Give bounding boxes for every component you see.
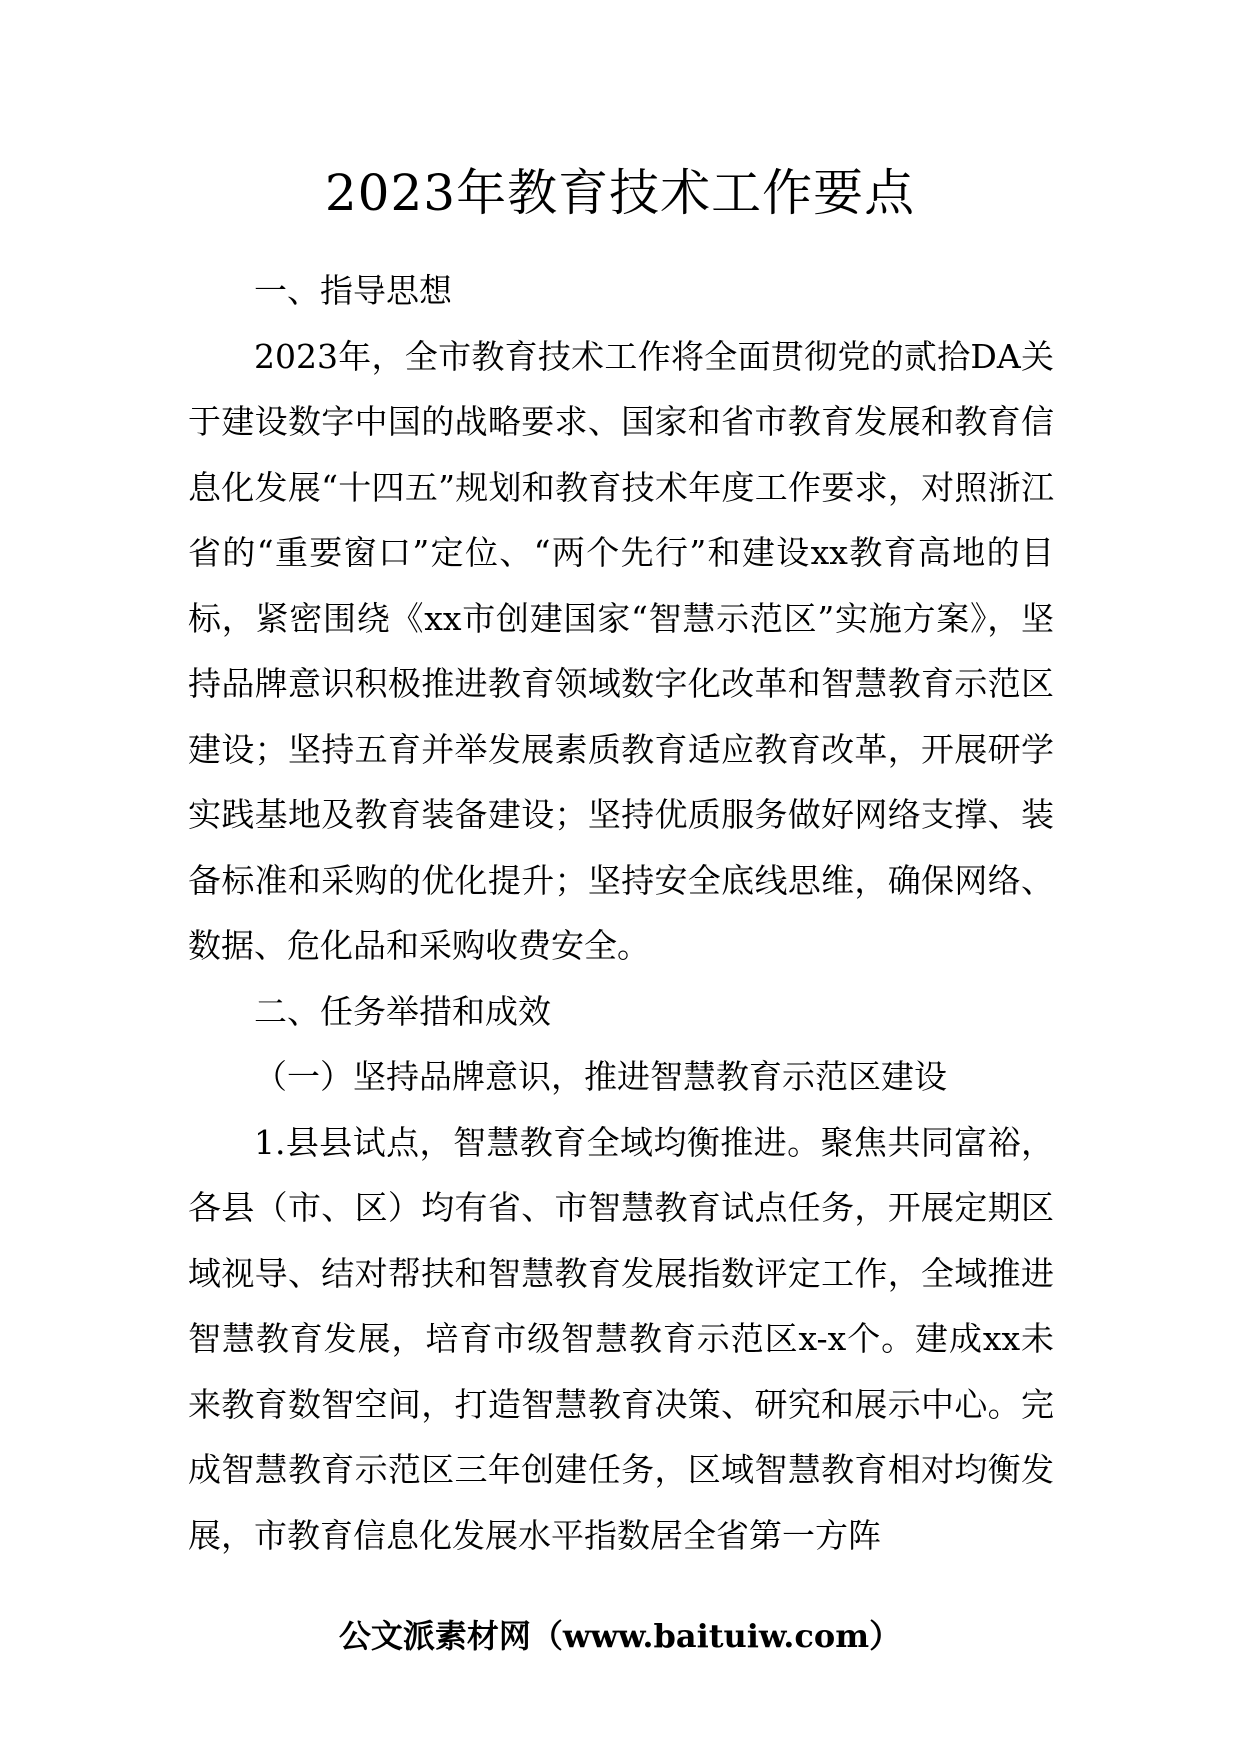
document-body (188, 258, 1054, 1568)
section-heading-guiding-ideology: 一、指导思想 (254, 271, 452, 310)
section-heading-tasks: 二、任务举措和成效 (254, 991, 551, 1031)
document-title: 2023年教育技术工作要点 (324, 164, 916, 222)
paragraph-county-pilot: 1.县县试点，智慧教育全域均衡推进。聚焦共同富裕，各县（市、区）均有省、市智慧教育试点任务，开展定期区域视导、结对帮扶和智慧教育发展指数评定工作，全域推进智慧教育发展，培育市级智慧教育示范区x-x个。建成xx未来教育数智空间，打造智慧教育决策、研究和展示中心。完成智慧教育示范区三年创建任务，区域智慧教育相对均衡发展，市教育信息化发展水平指数居全省第一方阵 (188, 1122, 1054, 1555)
paragraph-guiding-ideology: 2023年，全市教育技术工作将全面贯彻党的贰拾DA关于建设数字中国的战略要求、国家和省市教育发展和教育信息化发展“十四五”规划和教育技术年度工作要求，对照浙江省的“重要窗口”定位、“两个先行”和建设xx教育高地的目标，紧密围绕《xx市创建国家“智慧示范区”实施方案》，坚持品牌意识积极推进教育领域数字化改革和智慧教育示范区建设；坚持五育并举发展素质教育适应教育改革，开展研学实践基地及教育装备建设；坚持优质服务做好网络支撑、装备标准和采购的优化提升；坚持安全底线思维，确保网络、数据、危化品和采购收费安全。 (188, 336, 1054, 965)
footer-watermark: 公文派素材网（www.baituiw.com） (338, 1617, 902, 1655)
subsection-heading-brand-awareness: （一）坚持品牌意识，推进智慧教育示范区建设 (254, 1057, 947, 1096)
